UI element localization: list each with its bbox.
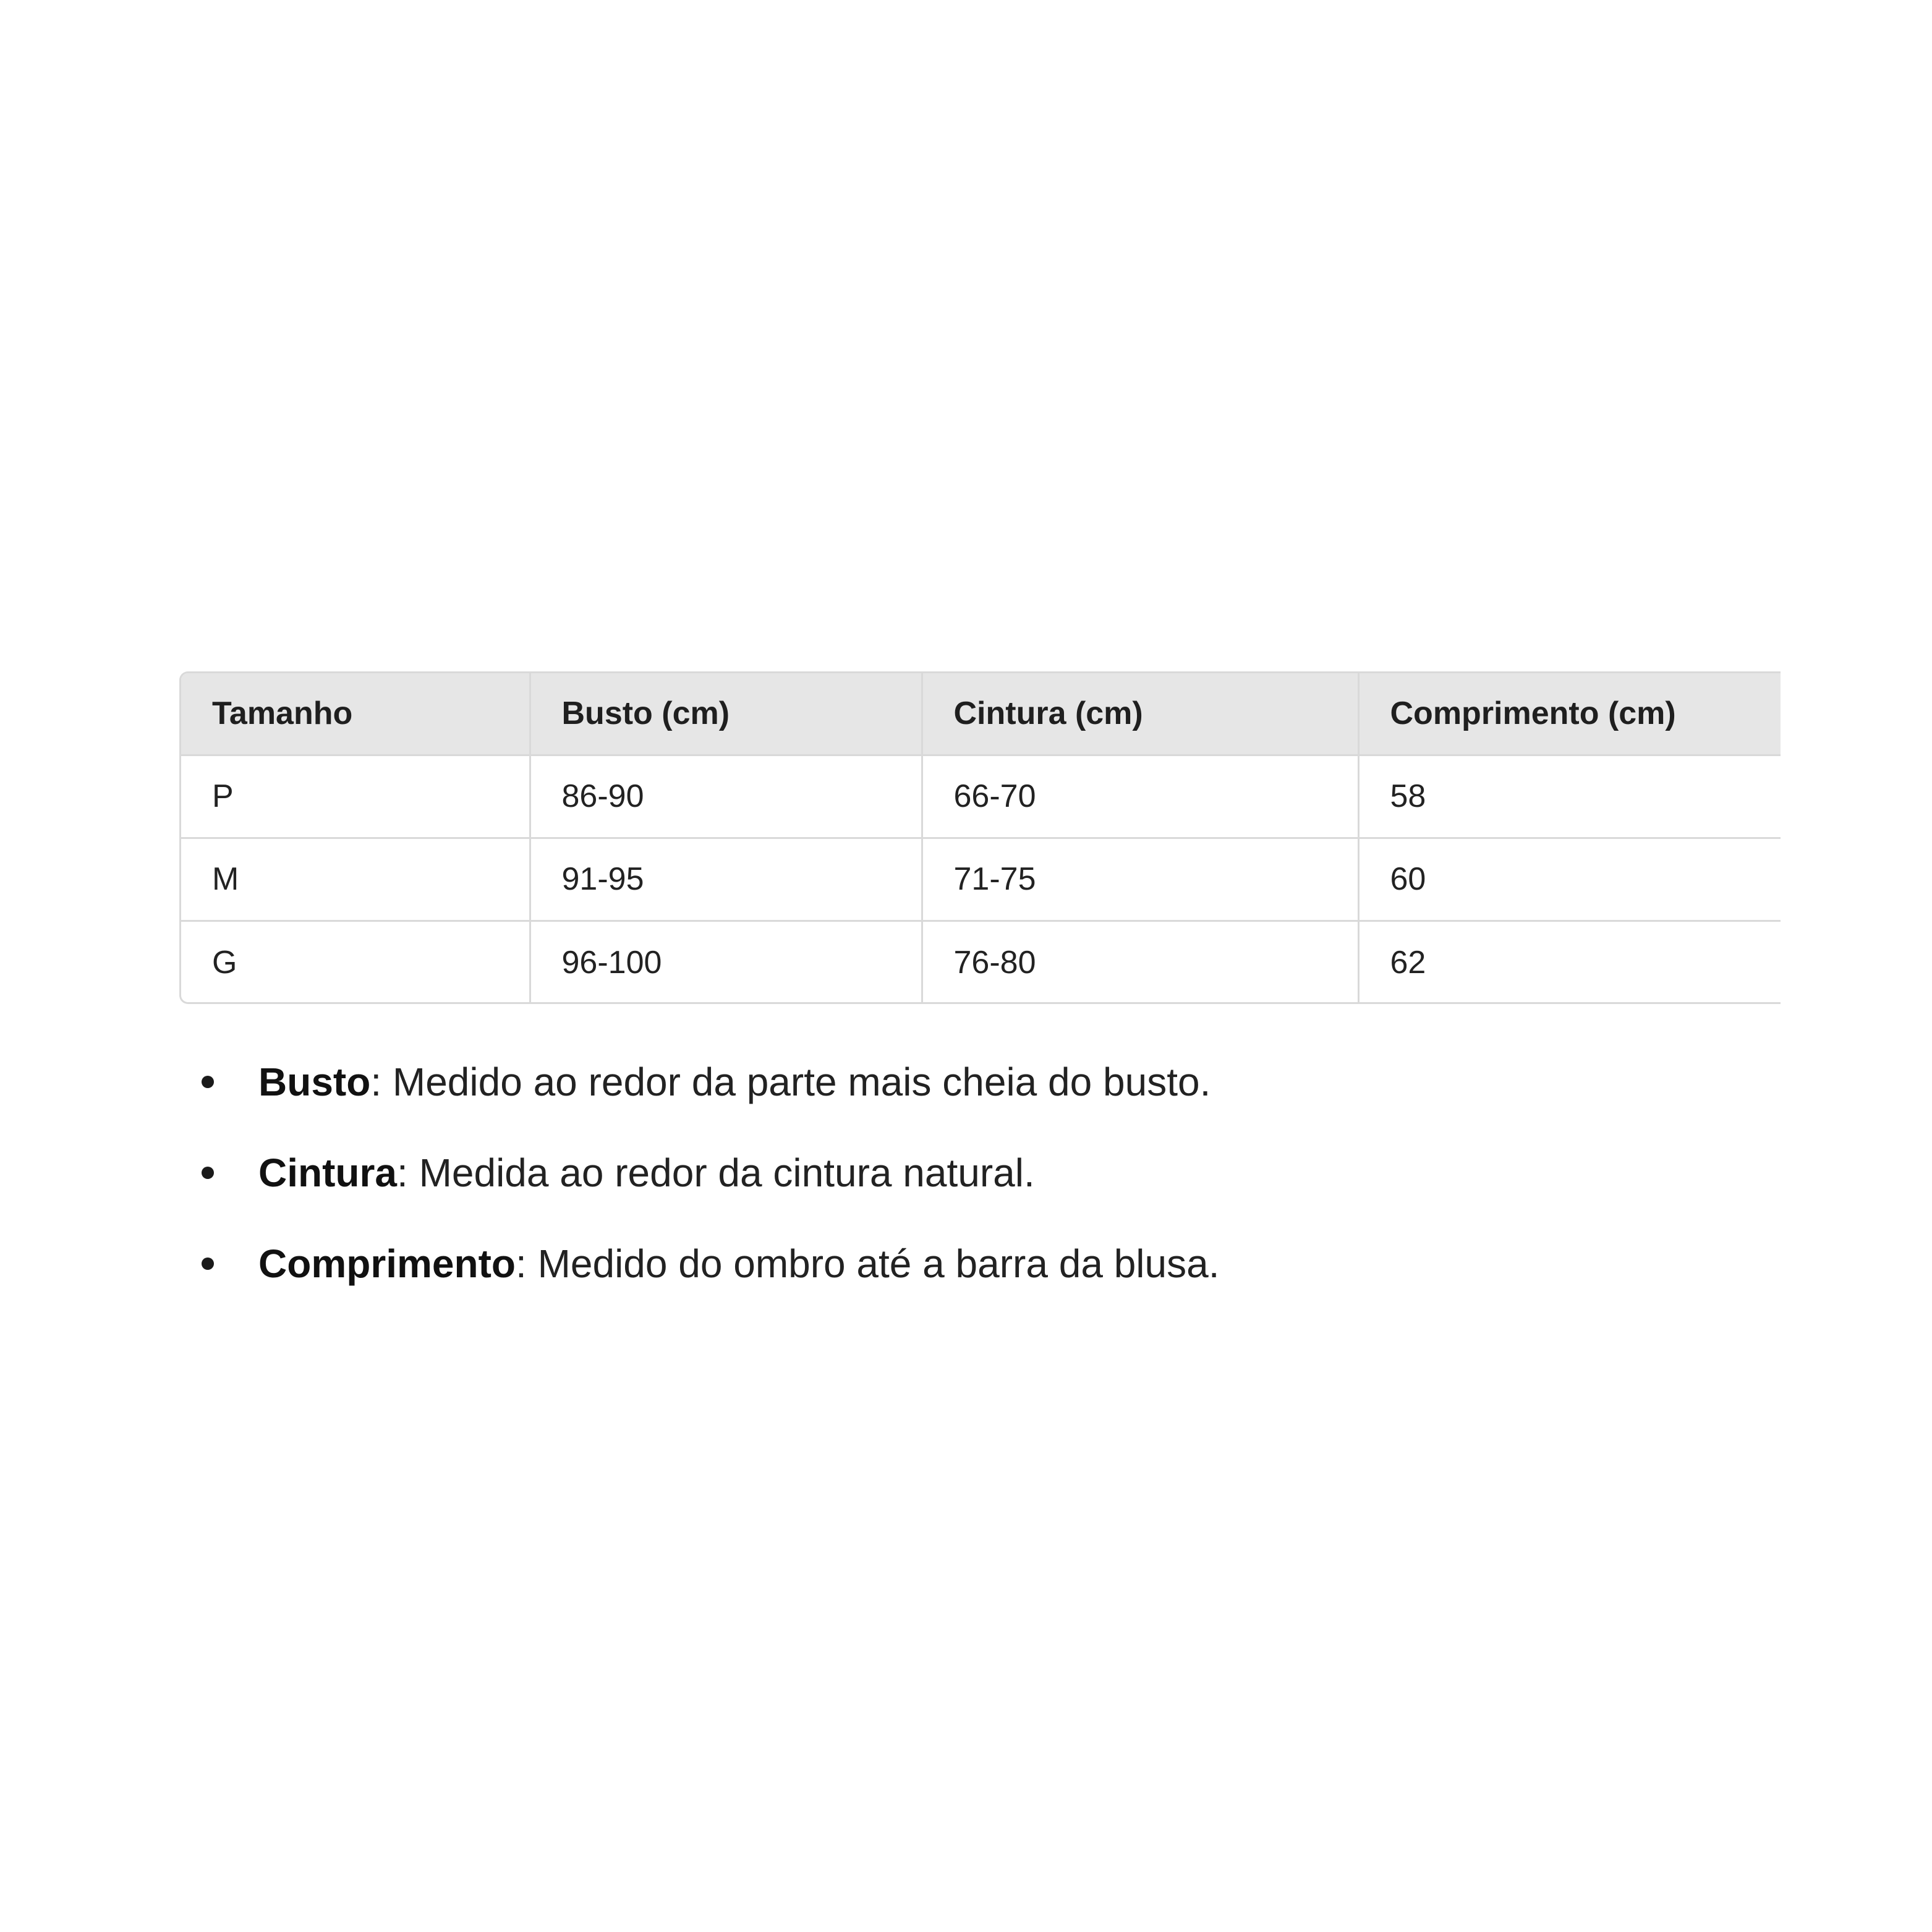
note-term: Cintura — [258, 1151, 397, 1195]
table-row — [181, 921, 1781, 1003]
table-cell-length: 62 — [1358, 921, 1781, 1003]
table-cell-waist: 66-70 — [922, 755, 1358, 838]
measurement-notes-list — [185, 1057, 1219, 1330]
table-cell-length: 60 — [1358, 838, 1781, 921]
column-header-bust: Busto (cm) — [530, 673, 922, 755]
note-term: Busto — [258, 1060, 371, 1104]
bullet-icon — [202, 1167, 214, 1179]
note-text: : Medido do ombro até a barra da blusa. — [516, 1241, 1220, 1286]
note-text: : Medido ao redor da parte mais cheia do busto. — [370, 1060, 1211, 1104]
table-row — [181, 838, 1781, 921]
table-cell-size: G — [181, 921, 530, 1003]
bullet-icon — [202, 1076, 214, 1088]
table-cell-bust: 91-95 — [530, 838, 922, 921]
note-text: : Medida ao redor da cintura natural. — [397, 1151, 1035, 1195]
column-header-waist: Cintura (cm) — [922, 673, 1358, 755]
size-table-container — [179, 671, 1781, 1004]
table-cell-waist: 76-80 — [922, 921, 1358, 1003]
table-cell-bust: 86-90 — [530, 755, 922, 838]
list-item — [185, 1148, 1219, 1198]
note-term: Comprimento — [258, 1241, 516, 1286]
column-header-length: Comprimento (cm) — [1358, 673, 1781, 755]
table-row — [181, 755, 1781, 838]
table-cell-size: P — [181, 755, 530, 838]
table-cell-length: 58 — [1358, 755, 1781, 838]
table-cell-waist: 71-75 — [922, 838, 1358, 921]
list-item — [185, 1057, 1219, 1107]
table-cell-bust: 96-100 — [530, 921, 922, 1003]
bullet-icon — [202, 1258, 214, 1270]
list-item — [185, 1239, 1219, 1288]
table-header-row — [181, 673, 1781, 755]
size-table — [181, 673, 1781, 1003]
column-header-size: Tamanho — [181, 673, 530, 755]
table-cell-size: M — [181, 838, 530, 921]
